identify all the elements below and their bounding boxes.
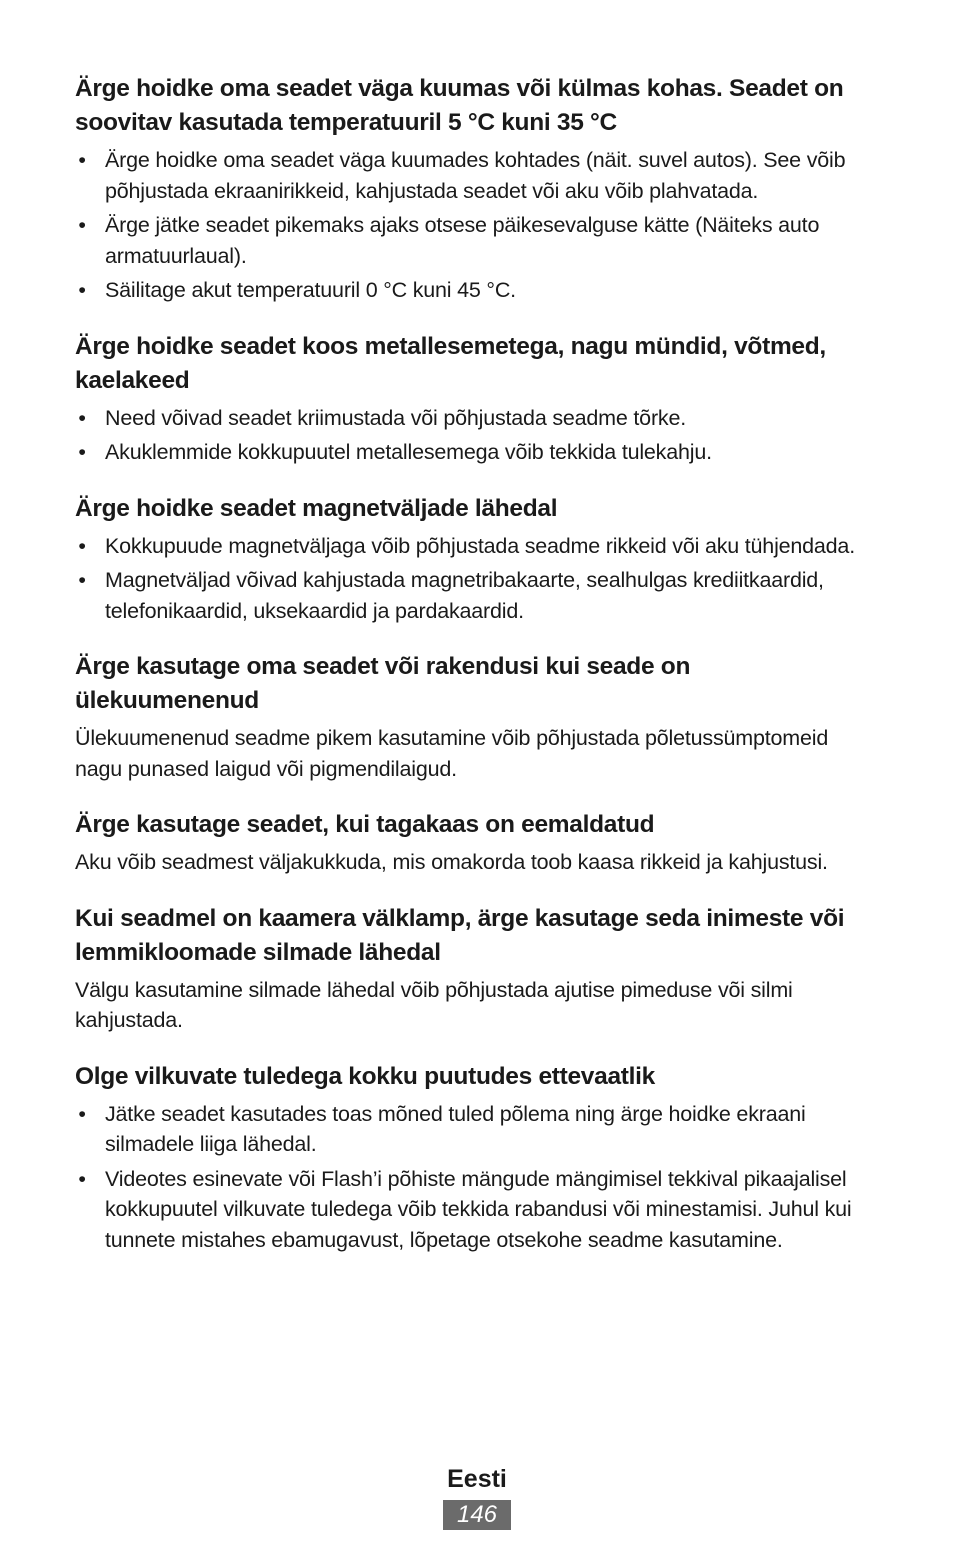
bullet-list — [75, 145, 875, 306]
bullet-icon: • — [78, 1166, 86, 1191]
list-item-text: Need võivad seadet kriimustada või põhjustada seadme tõrke. — [105, 405, 686, 430]
section-heading: Kui seadmel on kaamera välklamp, ärge kasutage seda inimeste või lemmikloomade silmade lähedal — [75, 904, 845, 966]
section-heading: Ärge hoidke seadet koos metallesemetega, nagu mündid, võtmed, kaelakeed — [75, 332, 826, 394]
section-back-cover — [75, 808, 875, 878]
bullet-icon: • — [78, 213, 86, 237]
section-heading: Olge vilkuvate tuledega kokku puutudes ettevaatlik — [75, 1062, 655, 1090]
list-item — [75, 437, 875, 468]
list-item — [75, 145, 875, 206]
section-metal-objects — [75, 330, 875, 468]
section-magnetic-fields — [75, 492, 875, 627]
list-item-text: Kokkupuude magnetväljaga võib põhjustada seadme rikkeid või aku tühjendada. — [105, 533, 855, 558]
list-item — [75, 403, 875, 434]
list-item — [75, 1099, 875, 1160]
section-flashing-lights — [75, 1060, 875, 1256]
bullet-icon: • — [78, 1101, 86, 1126]
section-heading: Ärge hoidke oma seadet väga kuumas või külmas kohas. Seadet on soovitav kasutada temperatuuril 5 °C kuni 35 °C — [75, 75, 844, 136]
language-label: Eesti — [447, 1465, 507, 1493]
bullet-list — [75, 531, 875, 627]
section-temperature — [75, 72, 875, 306]
list-item-text: Ärge hoidke oma seadet väga kuumades kohtades (näit. suvel autos). See võib põhjustada ekraanirikkeid, kahjustada seadet või aku võib plahvatada. — [105, 148, 846, 203]
page-footer — [0, 1462, 954, 1530]
list-item-text: Säilitage akut temperatuuril 0 °C kuni 45 °C. — [105, 278, 516, 302]
bullet-list — [75, 403, 875, 468]
section-heading: Ärge hoidke seadet magnetväljade lähedal — [75, 494, 558, 522]
page-number: 146 — [443, 1500, 511, 1530]
list-item — [75, 1164, 875, 1256]
bullet-list — [75, 1099, 875, 1256]
section-paragraph: Aku võib seadmest väljakukkuda, mis omakorda toob kaasa rikkeid ja kahjustusi. — [75, 850, 828, 874]
list-item — [75, 565, 875, 626]
section-heading: Ärge kasutage oma seadet või rakendusi kui seade on ülekuumenenud — [75, 653, 691, 714]
list-item-text: Videotes esinevate või Flash’i põhiste mängude mängimisel tekkival pikaajalisel kokkupuutel vilkuvate tuledega võib tekkida rabandusi või minestamisi. Juhul kui tunnete mistahes ebamugavust, lõpetage otsekohe seadme kasutamine. — [105, 1166, 852, 1252]
bullet-icon: • — [78, 278, 86, 302]
list-item-text: Magnetväljad võivad kahjustada magnetribakaarte, sealhulgas krediitkaardid, telefonikaardid, uksekaardid ja pardakaardid. — [105, 568, 824, 623]
bullet-icon: • — [78, 148, 86, 172]
section-heading: Ärge kasutage seadet, kui tagakaas on eemaldatud — [75, 811, 655, 838]
section-paragraph: Ülekuumenenud seadme pikem kasutamine võib põhjustada põletussümptomeid nagu punased laigud või pigmendilaigud. — [75, 726, 829, 781]
section-overheated — [75, 650, 875, 784]
bullet-icon: • — [78, 440, 86, 464]
section-camera-flash — [75, 902, 875, 1036]
list-item — [75, 275, 875, 306]
list-item-text: Ärge jätke seadet pikemaks ajaks otsese päikesevalguse kätte (Näiteks auto armatuurlaual). — [105, 213, 820, 268]
list-item — [75, 210, 875, 271]
list-item-text: Akuklemmide kokkupuutel metallesemega võib tekkida tulekahju. — [105, 440, 712, 464]
document-body — [75, 72, 875, 1279]
bullet-icon: • — [78, 568, 86, 592]
bullet-icon: • — [78, 405, 86, 430]
section-paragraph: Välgu kasutamine silmade lähedal võib põhjustada ajutise pimeduse või silmi kahjustada. — [75, 977, 793, 1032]
list-item-text: Jätke seadet kasutades toas mõned tuled põlema ning ärge hoidke ekraani silmadele liiga lähedal. — [105, 1101, 806, 1156]
list-item — [75, 531, 875, 562]
bullet-icon: • — [78, 533, 86, 558]
